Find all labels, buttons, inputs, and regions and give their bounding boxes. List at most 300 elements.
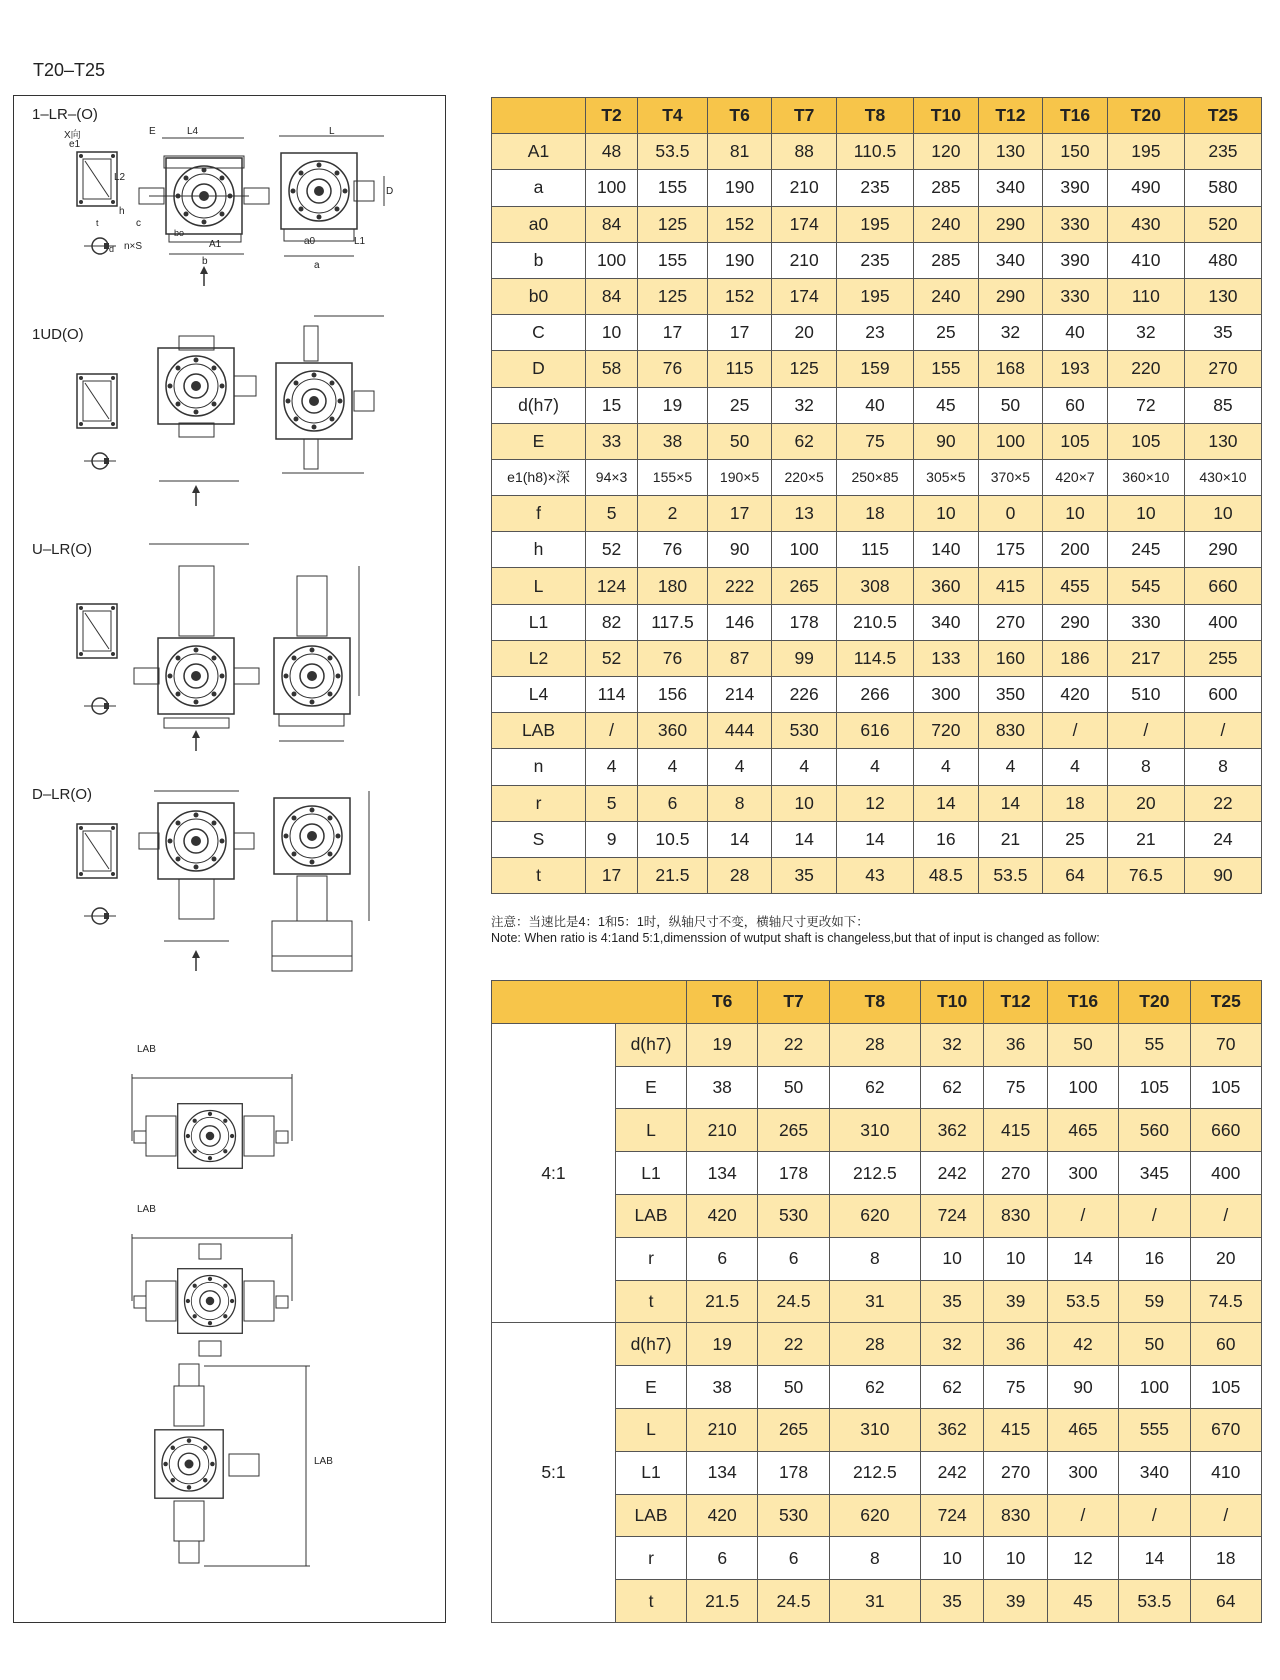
lab-dim-label-3: LAB [314,1456,333,1467]
header-model-cell: T4 [638,98,708,134]
value-cell: 560 [1119,1109,1190,1152]
row-label-cell: t [492,857,586,893]
value-cell: 285 [914,170,979,206]
l4-label: L4 [187,126,199,137]
table-row [492,423,1262,459]
header-model-cell: T10 [914,98,979,134]
value-cell: 8 [1107,749,1184,785]
lab-dim-label-2: LAB [137,1204,156,1215]
value-cell: 45 [1047,1580,1118,1623]
value-cell: 105 [1190,1066,1261,1109]
value-cell: 64 [1043,857,1108,893]
e-label: E [149,126,156,137]
value-cell: 510 [1107,677,1184,713]
value-cell: 38 [687,1366,758,1409]
header-model-cell: T2 [586,98,638,134]
value-cell: 76 [638,640,708,676]
row-label-cell: L2 [492,640,586,676]
table2-header-row [492,981,1262,1024]
row-label-cell: E [616,1066,687,1109]
c-label: c [136,218,141,229]
value-cell: 53.5 [1047,1280,1118,1323]
value-cell: 90 [1047,1366,1118,1409]
value-cell: 105 [1119,1066,1190,1109]
header-model-cell: T10 [920,981,983,1024]
row-label-cell: b0 [492,278,586,314]
value-cell: 23 [836,315,913,351]
header-corner-cell [492,98,586,134]
value-cell: 17 [707,496,772,532]
row-label-cell: D [492,351,586,387]
value-cell: 50 [707,423,772,459]
value-cell: 830 [978,713,1043,749]
value-cell: 8 [707,785,772,821]
value-cell: 340 [914,604,979,640]
value-cell: 4 [638,749,708,785]
value-cell: 39 [984,1580,1047,1623]
value-cell: 415 [984,1109,1047,1152]
value-cell: / [586,713,638,749]
value-cell: / [1119,1194,1190,1237]
value-cell: 290 [1043,604,1108,640]
row-label-cell: t [616,1280,687,1323]
header-model-cell: T12 [978,98,1043,134]
value-cell: 420 [687,1494,758,1537]
value-cell: 81 [707,134,772,170]
row-label-cell: LAB [492,713,586,749]
header-model-cell: T16 [1047,981,1118,1024]
value-cell: 4 [914,749,979,785]
lab-drawings [14,996,444,1616]
header-model-cell: T8 [836,98,913,134]
section-label-1ud: 1UD(O) [32,326,84,343]
value-cell: 130 [1184,278,1261,314]
value-cell: 530 [772,713,837,749]
table-row [492,278,1262,314]
value-cell: 410 [1190,1451,1261,1494]
value-cell: / [1190,1194,1261,1237]
value-cell: 117.5 [638,604,708,640]
value-cell: 134 [687,1451,758,1494]
row-label-cell: d(h7) [492,387,586,423]
value-cell: 159 [836,351,913,387]
value-cell: 178 [772,604,837,640]
value-cell: 620 [829,1494,920,1537]
value-cell: 220×5 [772,459,837,495]
value-cell: 90 [707,532,772,568]
value-cell: 75 [984,1366,1047,1409]
row-label-cell: d(h7) [616,1023,687,1066]
table-row [492,857,1262,893]
value-cell: 130 [978,134,1043,170]
value-cell: 6 [758,1537,829,1580]
section-label-u-lr: U–LR(O) [32,541,93,558]
value-cell: 24.5 [758,1580,829,1623]
value-cell: 100 [978,423,1043,459]
value-cell: 4 [772,749,837,785]
value-cell: 45 [914,387,979,423]
value-cell: 62 [829,1366,920,1409]
value-cell: 235 [836,242,913,278]
value-cell: 105 [1107,423,1184,459]
value-cell: 6 [687,1537,758,1580]
value-cell: 255 [1184,640,1261,676]
value-cell: 720 [914,713,979,749]
value-cell: 330 [1107,604,1184,640]
header-model-cell: T6 [707,98,772,134]
value-cell: 19 [687,1023,758,1066]
value-cell: 110.5 [836,134,913,170]
value-cell: 50 [758,1066,829,1109]
value-cell: 48.5 [914,857,979,893]
value-cell: 270 [984,1451,1047,1494]
row-label-cell: f [492,496,586,532]
value-cell: 21.5 [687,1280,758,1323]
value-cell: 270 [984,1152,1047,1195]
t-label: t [96,218,99,228]
value-cell: 62 [920,1066,983,1109]
row-label-cell: L [616,1408,687,1451]
row-label-cell: r [616,1537,687,1580]
value-cell: 360×10 [1107,459,1184,495]
value-cell: 33 [586,423,638,459]
row-label-cell: A1 [492,134,586,170]
value-cell: 25 [707,387,772,423]
value-cell: 31 [829,1280,920,1323]
value-cell: 82 [586,604,638,640]
value-cell: 330 [1043,206,1108,242]
table-row [492,640,1262,676]
value-cell: 76.5 [1107,857,1184,893]
value-cell: 94×3 [586,459,638,495]
value-cell: 290 [1184,532,1261,568]
value-cell: 140 [914,532,979,568]
value-cell: 125 [638,278,708,314]
value-cell: 360 [638,713,708,749]
table-header-row [492,98,1262,134]
value-cell: 300 [914,677,979,713]
value-cell: 155 [638,170,708,206]
value-cell: 134 [687,1152,758,1195]
row-label-cell: L1 [616,1451,687,1494]
value-cell: 242 [920,1451,983,1494]
table-row [492,532,1262,568]
value-cell: 32 [920,1323,983,1366]
table-row [492,496,1262,532]
h-label: h [119,206,125,217]
value-cell: 43 [836,857,913,893]
value-cell: 18 [1043,785,1108,821]
value-cell: 10.5 [638,821,708,857]
value-cell: 580 [1184,170,1261,206]
table-row [492,242,1262,278]
drawing-panel [13,95,446,1623]
value-cell: 18 [1190,1537,1261,1580]
value-cell: 120 [914,134,979,170]
value-cell: 212.5 [829,1152,920,1195]
value-cell: 39 [984,1280,1047,1323]
value-cell: 100 [586,170,638,206]
value-cell: 48 [586,134,638,170]
value-cell: 455 [1043,568,1108,604]
value-cell: 285 [914,242,979,278]
value-cell: 310 [829,1408,920,1451]
value-cell: 60 [1190,1323,1261,1366]
value-cell: 114 [586,677,638,713]
value-cell: 50 [758,1366,829,1409]
value-cell: 195 [836,206,913,242]
value-cell: 210 [772,170,837,206]
value-cell: 150 [1043,134,1108,170]
value-cell: 17 [638,315,708,351]
value-cell: 310 [829,1109,920,1152]
value-cell: 20 [1107,785,1184,821]
value-cell: 25 [914,315,979,351]
value-cell: / [1184,713,1261,749]
table-row [492,459,1262,495]
value-cell: 38 [638,423,708,459]
header-model-cell: T16 [1043,98,1108,134]
value-cell: 22 [758,1323,829,1366]
value-cell: 35 [772,857,837,893]
value-cell: 345 [1119,1152,1190,1195]
value-cell: 10 [772,785,837,821]
row-label-cell: a [492,170,586,206]
value-cell: 180 [638,568,708,604]
value-cell: 370×5 [978,459,1043,495]
value-cell: 420×7 [1043,459,1108,495]
value-cell: 40 [1043,315,1108,351]
value-cell: 660 [1184,568,1261,604]
value-cell: / [1047,1494,1118,1537]
header-corner-cell [492,981,687,1024]
value-cell: 12 [836,785,913,821]
ratio-cell: 4:1 [492,1023,616,1323]
value-cell: 10 [1107,496,1184,532]
drawing-u-lr [77,544,359,751]
a0-label: a0 [304,236,316,247]
row-label-cell: LAB [616,1194,687,1237]
value-cell: 152 [707,278,772,314]
row-label-cell: L [492,568,586,604]
value-cell: 400 [1190,1152,1261,1195]
value-cell: 178 [758,1451,829,1494]
value-cell: 222 [707,568,772,604]
table-row [492,134,1262,170]
value-cell: 360 [914,568,979,604]
value-cell: 16 [1119,1237,1190,1280]
value-cell: 308 [836,568,913,604]
note-chinese: 注意：当速比是4：1和5：1时，纵轴尺寸不变，横轴尺寸更改如下： [491,915,869,929]
value-cell: 146 [707,604,772,640]
value-cell: 13 [772,496,837,532]
value-cell: 290 [978,206,1043,242]
value-cell: 59 [1119,1280,1190,1323]
a1-label: A1 [209,239,222,250]
value-cell: 10 [920,1237,983,1280]
value-cell: 28 [829,1023,920,1066]
value-cell: 40 [836,387,913,423]
row-label-cell: a0 [492,206,586,242]
table-row [492,351,1262,387]
note-english: Note: When ratio is 4:1and 5:1,dimenssion of wutput shaft is changeless,but that of input is changed as follow: [491,931,1100,945]
value-cell: 830 [984,1494,1047,1537]
drawing-d-lr [77,791,369,971]
row-label-cell: S [492,821,586,857]
value-cell: 99 [772,640,837,676]
value-cell: 340 [978,242,1043,278]
value-cell: 32 [772,387,837,423]
value-cell: 415 [978,568,1043,604]
value-cell: 36 [984,1323,1047,1366]
value-cell: 35 [920,1280,983,1323]
row-label-cell: LAB [616,1494,687,1537]
value-cell: 240 [914,278,979,314]
value-cell: 52 [586,640,638,676]
value-cell: 270 [978,604,1043,640]
value-cell: 85 [1184,387,1261,423]
value-cell: 100 [772,532,837,568]
value-cell: 4 [586,749,638,785]
value-cell: 125 [772,351,837,387]
dimension-table [491,97,1262,894]
value-cell: 530 [758,1194,829,1237]
value-cell: / [1107,713,1184,749]
value-cell: 235 [836,170,913,206]
table-row [492,206,1262,242]
value-cell: 10 [984,1537,1047,1580]
value-cell: 420 [687,1194,758,1237]
value-cell: 300 [1047,1451,1118,1494]
value-cell: 130 [1184,423,1261,459]
value-cell: 410 [1107,242,1184,278]
value-cell: 616 [836,713,913,749]
table-row [492,170,1262,206]
value-cell: 340 [1119,1451,1190,1494]
value-cell: 4 [707,749,772,785]
row-label-cell: t [616,1580,687,1623]
header-model-cell: T20 [1107,98,1184,134]
value-cell: 21.5 [638,857,708,893]
drawing-lab-1 [132,1074,292,1168]
value-cell: 444 [707,713,772,749]
value-cell: 53.5 [978,857,1043,893]
b0-label: bo [174,228,185,238]
value-cell: 830 [984,1194,1047,1237]
value-cell: 84 [586,278,638,314]
value-cell: 50 [978,387,1043,423]
value-cell: 28 [829,1323,920,1366]
value-cell: 19 [638,387,708,423]
value-cell: 21 [978,821,1043,857]
value-cell: 84 [586,206,638,242]
value-cell: 12 [1047,1537,1118,1580]
header-model-cell: T25 [1190,981,1261,1024]
value-cell: 4 [978,749,1043,785]
value-cell: 174 [772,278,837,314]
l2-label: L2 [114,172,126,183]
header-model-cell: T7 [772,98,837,134]
value-cell: 115 [836,532,913,568]
value-cell: 152 [707,206,772,242]
value-cell: 155 [914,351,979,387]
value-cell: 670 [1190,1408,1261,1451]
value-cell: 724 [920,1194,983,1237]
value-cell: 53.5 [638,134,708,170]
row-label-cell: e1(h8)×深 [492,459,586,495]
value-cell: 250×85 [836,459,913,495]
table-row [492,1023,1262,1066]
value-cell: 74.5 [1190,1280,1261,1323]
a-label: a [314,260,320,271]
value-cell: 18 [836,496,913,532]
value-cell: 15 [586,387,638,423]
value-cell: 14 [772,821,837,857]
value-cell: 226 [772,677,837,713]
value-cell: 4 [836,749,913,785]
table-row [492,315,1262,351]
value-cell: 156 [638,677,708,713]
table-row [492,677,1262,713]
value-cell: 21 [1107,821,1184,857]
section-label-d-lr: D–LR(O) [32,786,93,803]
value-cell: 31 [829,1580,920,1623]
value-cell: 10 [1043,496,1108,532]
value-cell: 64 [1190,1580,1261,1623]
value-cell: 8 [829,1237,920,1280]
ratio-cell: 5:1 [492,1323,616,1623]
value-cell: 390 [1043,170,1108,206]
value-cell: 60 [1043,387,1108,423]
value-cell: 110 [1107,278,1184,314]
value-cell: 290 [978,278,1043,314]
table-row [492,568,1262,604]
value-cell: 155×5 [638,459,708,495]
row-label-cell: L1 [616,1152,687,1195]
d-label: D [386,186,394,197]
value-cell: 2 [638,496,708,532]
value-cell: 70 [1190,1023,1261,1066]
value-cell: 42 [1047,1323,1118,1366]
table-row [492,785,1262,821]
value-cell: 133 [914,640,979,676]
value-cell: 6 [687,1237,758,1280]
value-cell: 72 [1107,387,1184,423]
value-cell: 76 [638,532,708,568]
value-cell: 530 [758,1494,829,1537]
value-cell: 10 [920,1537,983,1580]
value-cell: 8 [829,1537,920,1580]
l1-label: L1 [354,236,366,247]
drawing-lab-3 [155,1364,310,1566]
value-cell: 190 [707,242,772,278]
n-s-label: n×S [124,241,143,252]
value-cell: 53.5 [1119,1580,1190,1623]
value-cell: 100 [1119,1366,1190,1409]
value-cell: 362 [920,1408,983,1451]
value-cell: 270 [1184,351,1261,387]
l-label: L [329,126,335,137]
value-cell: 340 [978,170,1043,206]
e1-label: e1 [69,139,81,150]
value-cell: 660 [1190,1109,1261,1152]
value-cell: 50 [1047,1023,1118,1066]
value-cell: 88 [772,134,837,170]
value-cell: 490 [1107,170,1184,206]
value-cell: 155 [638,242,708,278]
row-label-cell: L4 [492,677,586,713]
row-label-cell: d(h7) [616,1323,687,1366]
